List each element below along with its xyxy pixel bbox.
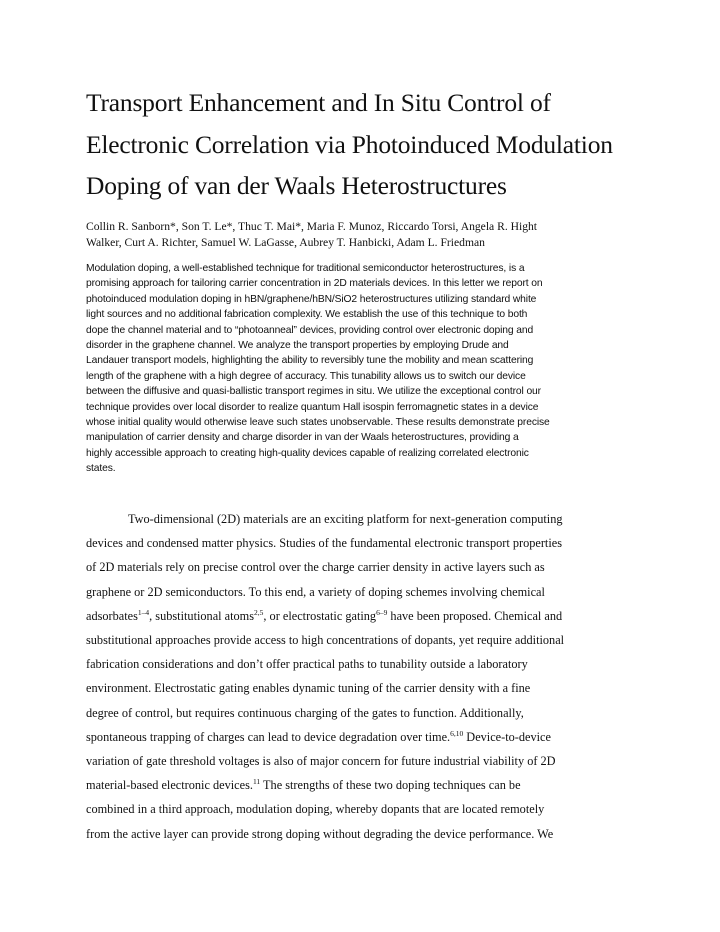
body-text-run: The strengths of these two doping techniques can be bbox=[260, 778, 521, 793]
body-line bbox=[86, 773, 646, 797]
body-line bbox=[86, 725, 646, 749]
body-text-run: spontaneous trapping of charges can lead to device degradation over time. bbox=[86, 729, 451, 744]
abstract-line: manipulation of carrier density and charge disorder in van der Waals heterostructures, providing a bbox=[86, 432, 519, 444]
citation-ref: 6–9 bbox=[376, 607, 388, 617]
abstract-line: between the diffusive and quasi-ballistic transport regimes in situ. We utilize the exceptional control our bbox=[86, 386, 541, 398]
abstract bbox=[86, 261, 646, 477]
abstract-line: Landauer transport models, highlighting the ability to reversibly tune the mobility and mean scattering bbox=[86, 355, 534, 367]
author-line: Collin R. Sanborn*, Son T. Le*, Thuc T. Mai*, Maria F. Munoz, Riccardo Torsi, Angela R. Hight bbox=[86, 220, 538, 233]
abstract-line: length of the graphene with a high degree of accuracy. This tunability allows us to switch our device bbox=[86, 370, 526, 382]
title-line: Doping of van der Waals Heterostructures bbox=[86, 171, 507, 200]
body-line: from the active layer can provide strong doping without degrading the device performance. We bbox=[86, 826, 554, 841]
title-line: Transport Enhancement and In Situ Control of bbox=[86, 88, 551, 117]
abstract-line: dope the channel material and to “photoanneal” devices, providing control over electronic doping and bbox=[86, 324, 534, 336]
abstract-line: promising approach for tailoring carrier concentration in 2D materials devices. In this letter we report on bbox=[86, 278, 543, 290]
body-line: substitutional approaches provide access to high concentrations of dopants, yet require additional bbox=[86, 633, 565, 648]
abstract-line: Modulation doping, a well-established technique for traditional semiconductor heterostructures, is a bbox=[86, 263, 525, 274]
citation-ref: 6,10 bbox=[450, 728, 464, 738]
body-text-run: , substitutional atoms bbox=[149, 608, 255, 623]
body-line: Two-dimensional (2D) materials are an exciting platform for next-generation computing bbox=[128, 512, 563, 526]
abstract-line: light sources and no additional fabrication complexity. We establish the use of this technique to both bbox=[86, 309, 528, 321]
title-line: Electronic Correlation via Photoinduced Modulation bbox=[86, 129, 613, 159]
abstract-line: highly accessible approach to creating high-quality devices capable of realizing correlated electronic bbox=[86, 447, 529, 459]
abstract-line: technique provides over local disorder to realize quantum Hall isospin ferromagnetic states in a device bbox=[86, 401, 539, 413]
body-line: variation of gate threshold voltages is also of major concern for future industrial viability of 2D bbox=[86, 754, 556, 769]
citation-ref: 2,5 bbox=[254, 607, 264, 617]
author-line: Walker, Curt A. Richter, Samuel W. LaGasse, Aubrey T. Hanbicki, Adam L. Friedman bbox=[86, 235, 485, 249]
body-line: graphene or 2D semiconductors. To this end, a variety of doping schemes involving chemical bbox=[86, 584, 545, 599]
body-text-run: Device-to-device bbox=[463, 729, 551, 744]
body-line: combined in a third approach, modulation doping, whereby dopants that are located remotely bbox=[86, 802, 545, 817]
body-text-run: , or electrostatic gating bbox=[263, 608, 377, 623]
citation-ref: 1–4 bbox=[137, 607, 150, 617]
abstract-line: disorder in the graphene channel. We analyze the transport properties by employing Drude and bbox=[86, 340, 509, 352]
author-list bbox=[86, 219, 646, 250]
body-text-run: have been proposed. Chemical and bbox=[387, 608, 563, 623]
body-line: environment. Electrostatic gating enables dynamic tuning of the carrier density with a fine bbox=[86, 681, 531, 696]
abstract-line: photoinduced modulation doping in hBN/graphene/hBN/SiO2 heterostructures utilizing standard white bbox=[86, 293, 537, 305]
abstract-line: whose initial quality would otherwise leave such states unobservable. These results demonstrate precise bbox=[86, 417, 550, 429]
body-text-run: material-based electronic devices. bbox=[86, 778, 253, 793]
body-text-run: adsorbates bbox=[86, 608, 138, 623]
abstract-line: states. bbox=[86, 463, 116, 475]
body-line: devices and condensed matter physics. Studies of the fundamental electronic transport properties bbox=[86, 536, 563, 551]
body-line: degree of control, but requires continuous charging of the gates to function. Additionally, bbox=[86, 705, 524, 720]
body-line: of 2D materials rely on precise control over the charge carrier density in active layers such as bbox=[86, 560, 545, 575]
body-text bbox=[86, 507, 646, 846]
citation-ref: 11 bbox=[252, 777, 261, 787]
paper-title bbox=[86, 82, 666, 207]
body-line: fabrication considerations and don’t offer practical paths to tunability outside a laboratory bbox=[86, 657, 528, 672]
body-line bbox=[86, 604, 646, 628]
